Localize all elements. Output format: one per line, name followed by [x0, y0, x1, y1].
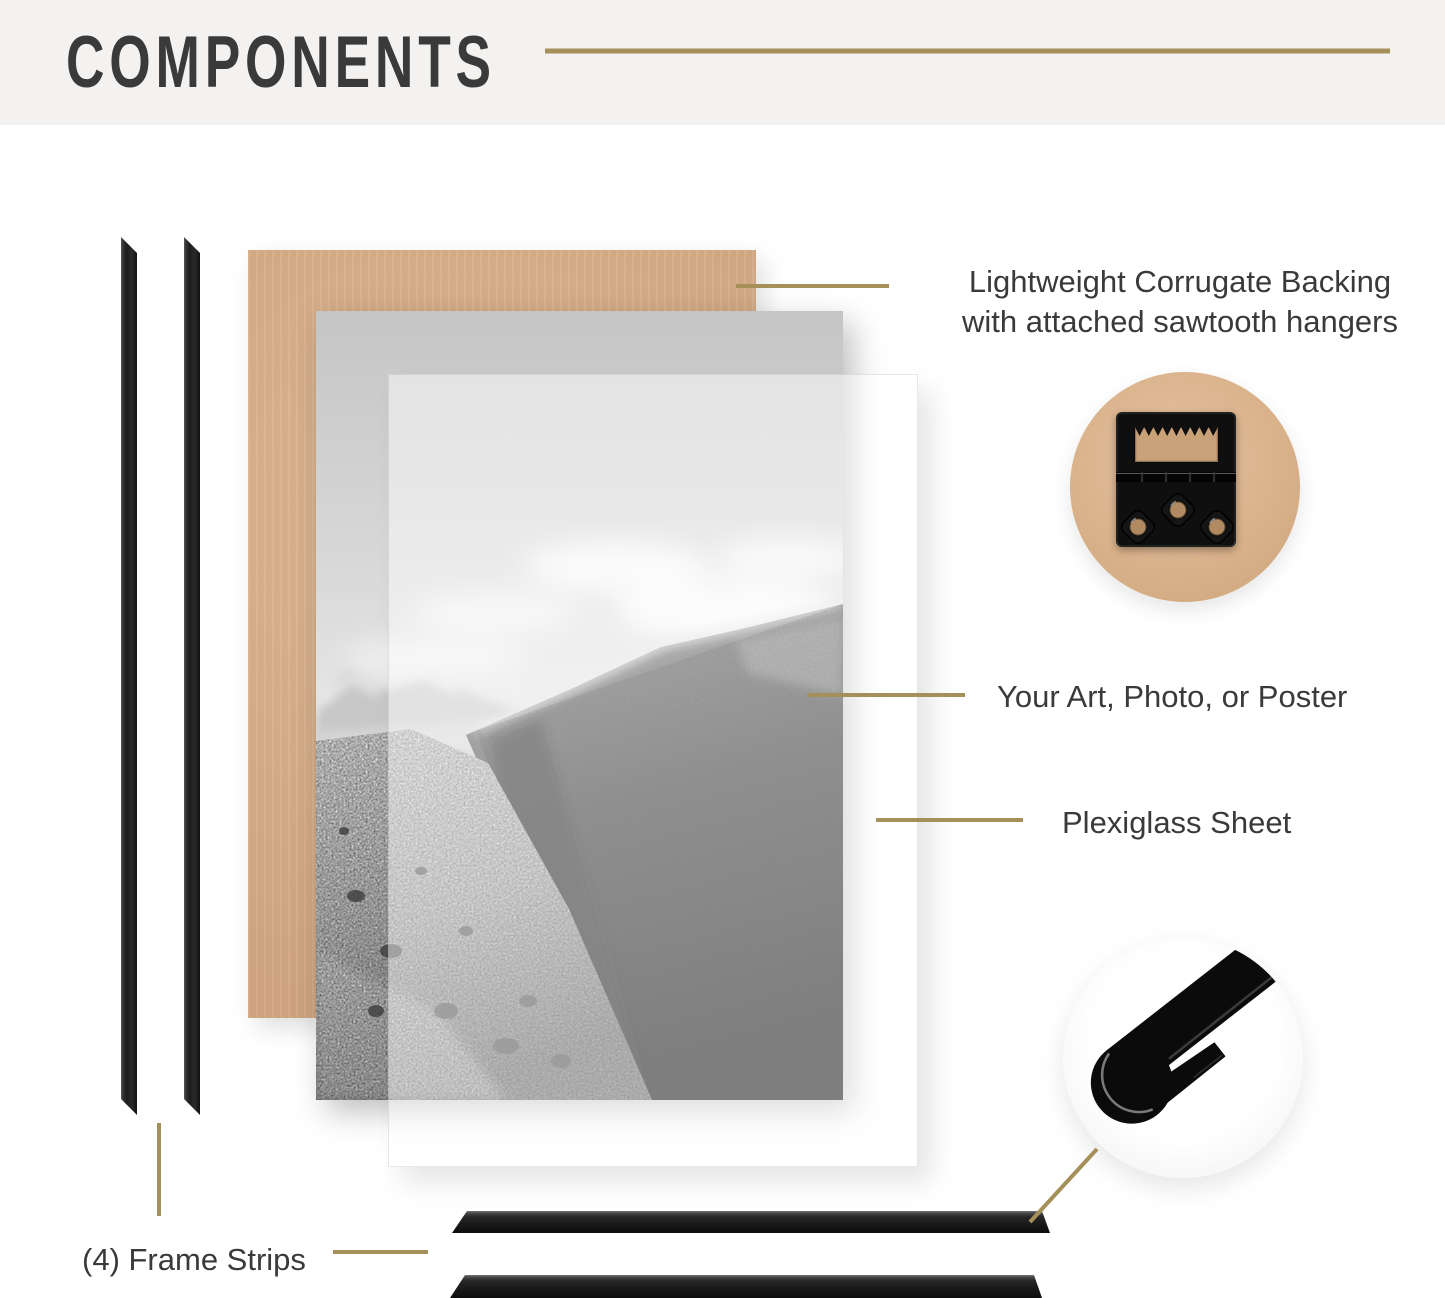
sawtooth-hanger-icon — [1070, 372, 1300, 602]
frame-strip-horizontal-1 — [452, 1211, 1050, 1233]
page-title: COMPONENTS — [66, 22, 496, 103]
art-callout-label: Your Art, Photo, or Poster — [997, 679, 1348, 714]
backing-callout-line2: with attached sawtooth hangers — [962, 304, 1398, 339]
frame-strip-vertical-2 — [184, 237, 200, 1115]
frame-strip-horizontal-2 — [450, 1275, 1042, 1298]
backing-callout-line1: Lightweight Corrugate Backing — [968, 264, 1392, 299]
plexiglass-sheet — [388, 374, 918, 1167]
frame-strip-profile-inset — [1063, 938, 1303, 1178]
backing-callout-label — [930, 262, 1430, 342]
sawtooth-hanger-inset — [1070, 372, 1300, 602]
frame-strips-callout-label: (4) Frame Strips — [82, 1242, 306, 1277]
header-band — [0, 0, 1445, 125]
frame-strip-profile-icon — [1063, 938, 1303, 1178]
plexiglass-callout-label: Plexiglass Sheet — [1062, 805, 1292, 840]
frame-strip-vertical-1 — [121, 237, 137, 1115]
